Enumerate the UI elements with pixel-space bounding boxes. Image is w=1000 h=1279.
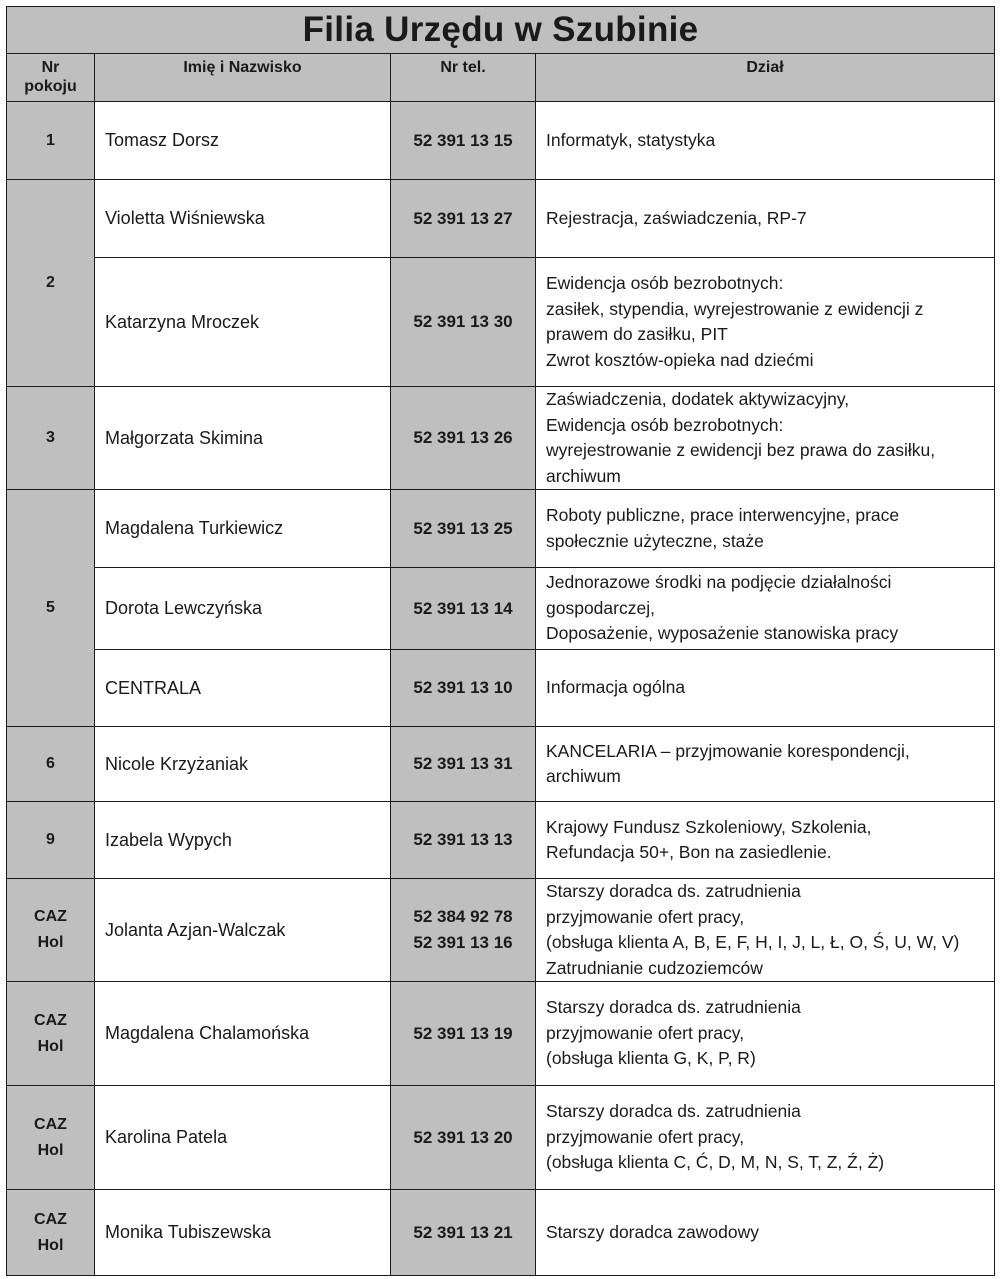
department-line: Informatyk, statystyka: [546, 129, 716, 150]
header-name: Imię i Nazwisko: [95, 54, 391, 102]
phone-number: 52 391 13 20: [413, 1127, 513, 1147]
room-number-cell: [7, 879, 95, 982]
table-row: [7, 879, 995, 982]
person-name: Tomasz Dorsz: [95, 102, 391, 180]
table-row: [7, 387, 995, 490]
table-row: [7, 1086, 995, 1190]
room-number-cell: [7, 490, 95, 727]
table-row: [7, 727, 995, 802]
room-number-cell: [7, 1086, 95, 1190]
person-name: Violetta Wiśniewska: [95, 180, 391, 258]
phone-cell: [391, 650, 536, 727]
department-line: Starszy doradca zawodowy: [546, 1221, 760, 1242]
department-line: Informacja ogólna: [546, 677, 686, 698]
phone-number: 52 391 13 31: [413, 754, 513, 773]
department-cell: [536, 1086, 995, 1190]
department-line: społecznie użyteczne, staże: [546, 530, 764, 551]
department-line: (obsługa klienta G, K, P, R): [546, 1048, 756, 1069]
department-line: przyjmowanie ofert pracy,: [546, 906, 745, 927]
phone-cell: [391, 180, 536, 258]
phone-number: 52 391 13 13: [413, 830, 513, 849]
department-line: przyjmowanie ofert pracy,: [546, 1022, 745, 1043]
table-row: [7, 802, 995, 879]
phone-number: 52 391 13 27: [413, 208, 513, 228]
person-name: Małgorzata Skimina: [95, 387, 391, 490]
table-row: [7, 650, 995, 727]
phone-cell: [391, 802, 536, 879]
room-number-cell: [7, 102, 95, 180]
department-line: Ewidencja osób bezrobotnych:: [546, 273, 784, 293]
department-line: Zaświadczenia, dodatek aktywizacyjny,: [546, 389, 850, 409]
room-number: CAZ: [34, 1011, 67, 1029]
phone-cell: [391, 258, 536, 387]
person-name: CENTRALA: [95, 650, 391, 727]
person-name: Magdalena Turkiewicz: [95, 490, 391, 568]
department-cell: [536, 387, 995, 490]
phone-cell: [391, 490, 536, 568]
department-cell: [536, 982, 995, 1086]
room-number-cell: [7, 180, 95, 387]
phone-cell: [391, 982, 536, 1086]
department-line: Krajowy Fundusz Szkoleniowy, Szkolenia,: [546, 816, 872, 837]
room-number: 2: [46, 274, 55, 291]
department-line: Zatrudnianie cudzoziemców: [546, 957, 763, 978]
department-cell: [536, 727, 995, 802]
phone-number: 52 391 13 15: [413, 130, 513, 150]
department-line: Starszy doradca ds. zatrudnienia: [546, 1101, 801, 1122]
department-cell: [536, 879, 995, 982]
table-row: [7, 568, 995, 650]
table-row: [7, 102, 995, 180]
phone-number: 52 384 92 78: [413, 907, 513, 926]
room-number: 1: [46, 131, 55, 149]
header-room-line2: pokoju: [24, 78, 77, 95]
department-line: zasiłek, stypendia, wyrejestrowanie z ewidencji z: [546, 298, 924, 319]
room-number-cell: [7, 1190, 95, 1276]
department-line: Starszy doradca ds. zatrudnienia: [546, 881, 801, 901]
phone-number: 52 391 13 16: [413, 933, 513, 952]
department-line: KANCELARIA – przyjmowanie korespondencji,: [546, 740, 910, 761]
department-line: Roboty publiczne, prace interwencyjne, prace: [546, 505, 900, 525]
department-line: Refundacja 50+, Bon na zasiedlenie.: [546, 842, 832, 862]
room-number: 3: [46, 429, 55, 446]
phone-cell: [391, 568, 536, 650]
department-line: (obsługa klienta C, Ć, D, M, N, S, T, Z, Ź, Ż): [546, 1152, 885, 1173]
room-number-cell: [7, 387, 95, 490]
phone-cell: [391, 727, 536, 802]
table-row: [7, 982, 995, 1086]
department-line: Jednorazowe środki na podjęcie działalności: [546, 572, 892, 593]
room-number: 9: [46, 831, 55, 848]
phone-number: 52 391 13 25: [413, 518, 513, 538]
department-cell: [536, 650, 995, 727]
department-cell: [536, 568, 995, 650]
person-name: Monika Tubiszewska: [95, 1190, 391, 1276]
department-line: Ewidencja osób bezrobotnych:: [546, 414, 784, 435]
department-line: wyrejestrowanie z ewidencji bez prawa do zasiłku,: [546, 440, 936, 460]
department-line: Rejestracja, zaświadczenia, RP-7: [546, 207, 807, 228]
table-row: [7, 490, 995, 568]
table-row: [7, 258, 995, 387]
department-cell: [536, 102, 995, 180]
department-line: prawem do zasiłku, PIT: [546, 324, 728, 344]
phone-cell: [391, 1086, 536, 1190]
room-number: CAZ: [34, 1115, 67, 1133]
person-name: Magdalena Chalamońska: [95, 982, 391, 1086]
page-title: Filia Urzędu w Szubinie: [7, 7, 995, 54]
department-line: Starszy doradca ds. zatrudnienia: [546, 997, 801, 1018]
phone-cell: [391, 102, 536, 180]
phone-number: 52 391 13 19: [413, 1023, 513, 1043]
room-number: 6: [46, 755, 55, 772]
phone-cell: [391, 879, 536, 982]
department-line: przyjmowanie ofert pracy,: [546, 1126, 745, 1147]
room-number: Hol: [37, 1236, 64, 1254]
department-cell: [536, 180, 995, 258]
department-line: archiwum: [546, 465, 621, 486]
directory-table: [6, 6, 995, 1276]
person-name: Izabela Wypych: [95, 802, 391, 879]
department-line: Doposażenie, wyposażenie stanowiska pracy: [546, 623, 899, 644]
room-number-cell: [7, 802, 95, 879]
header-dept: Dział: [536, 54, 995, 102]
person-name: Karolina Patela: [95, 1086, 391, 1190]
department-line: archiwum: [546, 766, 621, 786]
room-number: CAZ: [34, 908, 67, 925]
header-room-line1: Nr: [41, 59, 60, 76]
phone-number: 52 391 13 14: [413, 598, 513, 618]
room-number-cell: [7, 982, 95, 1086]
directory-body: [7, 102, 995, 1276]
phone-cell: [391, 387, 536, 490]
department-line: (obsługa klienta A, B, E, F, H, I, J, L, Ł, O, Ś, U, W, V): [546, 932, 960, 952]
room-number: Hol: [37, 1141, 64, 1159]
table-row: [7, 180, 995, 258]
person-name: Jolanta Azjan-Walczak: [95, 879, 391, 982]
phone-number: 52 391 13 21: [413, 1222, 513, 1242]
table-row: [7, 1190, 995, 1276]
person-name: Katarzyna Mroczek: [95, 258, 391, 387]
header-phone: Nr tel.: [391, 54, 536, 102]
room-number: 5: [46, 599, 55, 616]
phone-number: 52 391 13 10: [413, 678, 513, 697]
phone-cell: [391, 1190, 536, 1276]
room-number-cell: [7, 727, 95, 802]
person-name: Nicole Krzyżaniak: [95, 727, 391, 802]
department-line: Zwrot kosztów-opieka nad dziećmi: [546, 349, 814, 370]
room-number: CAZ: [34, 1210, 67, 1228]
department-cell: [536, 490, 995, 568]
department-cell: [536, 1190, 995, 1276]
header-room: [7, 54, 95, 102]
phone-number: 52 391 13 26: [413, 428, 513, 447]
department-line: gospodarczej,: [546, 597, 655, 618]
room-number: Hol: [37, 1037, 64, 1055]
department-cell: [536, 802, 995, 879]
person-name: Dorota Lewczyńska: [95, 568, 391, 650]
department-cell: [536, 258, 995, 387]
phone-number: 52 391 13 30: [413, 312, 513, 331]
room-number: Hol: [37, 934, 64, 951]
